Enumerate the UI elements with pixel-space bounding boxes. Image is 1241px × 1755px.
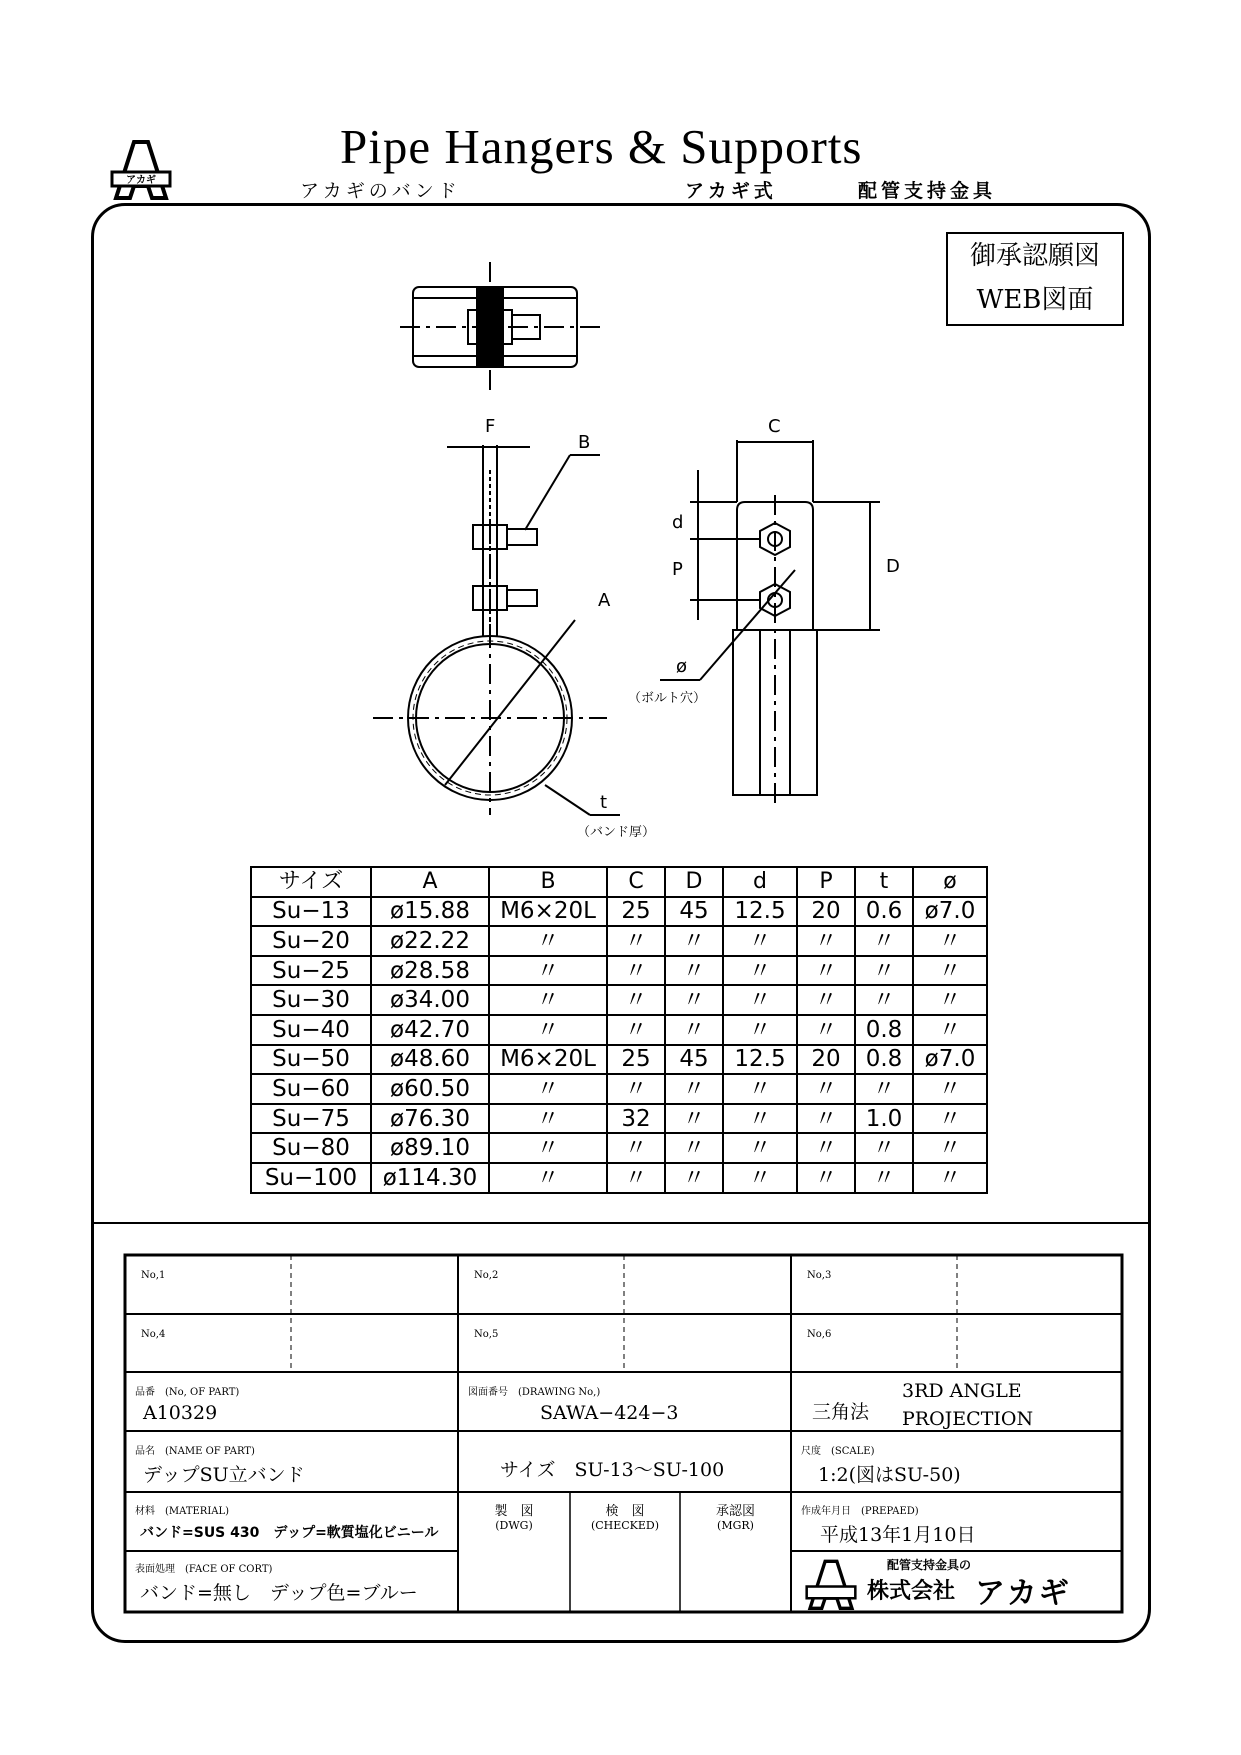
spec-cell: Su−100 [251, 1163, 371, 1193]
spec-header-cell: サイズ [251, 867, 371, 897]
spec-cell: ø28.58 [371, 956, 489, 986]
spec-cell: 〃 [665, 1104, 723, 1134]
spec-cell: ø22.22 [371, 926, 489, 956]
subtitle-right: 配管支持金具 [858, 180, 997, 202]
spec-header-cell: A [371, 867, 489, 897]
part-no-label: 品番 (No, OF PART) [135, 1387, 240, 1398]
spec-cell: 〃 [607, 1133, 665, 1163]
checked-cell [570, 1500, 680, 1532]
spec-cell: 〃 [489, 1074, 607, 1104]
spec-cell: 〃 [665, 1133, 723, 1163]
spec-header-cell: d [723, 867, 797, 897]
stamp-line-2: WEB図面 [976, 285, 1094, 315]
spec-cell: 〃 [607, 1163, 665, 1193]
spec-cell: 〃 [797, 1074, 855, 1104]
spec-cell: Su−80 [251, 1133, 371, 1163]
subtitle-brand: アカギ式 [685, 180, 777, 202]
revision-4: No,4 [141, 1329, 166, 1340]
spec-cell: 〃 [489, 1133, 607, 1163]
dim-label-phi: ø [676, 656, 688, 677]
mgr-cell [680, 1500, 791, 1532]
dwg-en: (DWG) [495, 1519, 533, 1532]
spec-cell: 〃 [855, 956, 913, 986]
spec-cell: 〃 [913, 985, 987, 1015]
spec-cell: M6×20L [489, 1045, 607, 1075]
spec-cell: 20 [797, 1045, 855, 1075]
spec-header-cell: P [797, 867, 855, 897]
spec-cell: 〃 [913, 1104, 987, 1134]
spec-header-cell: C [607, 867, 665, 897]
spec-cell: 0.6 [855, 897, 913, 927]
dwg-jp: 製 図 [494, 1504, 534, 1519]
spec-cell: ø42.70 [371, 1015, 489, 1045]
spec-header-cell: t [855, 867, 913, 897]
spec-cell: 〃 [797, 985, 855, 1015]
spec-cell: Su−25 [251, 956, 371, 986]
spec-cell: 〃 [913, 926, 987, 956]
chk-en: (CHECKED) [590, 1519, 660, 1532]
spec-cell: ø89.10 [371, 1133, 489, 1163]
dim-label-F: F [485, 416, 496, 437]
spec-cell: ø48.60 [371, 1045, 489, 1075]
spec-cell: 〃 [489, 1015, 607, 1045]
spec-cell: 〃 [913, 1015, 987, 1045]
spec-cell: 25 [607, 897, 665, 927]
spec-cell: ø34.00 [371, 985, 489, 1015]
spec-cell: 〃 [723, 1163, 797, 1193]
subtitle-left: アカギのバンド [300, 180, 461, 202]
projection-en-2: PROJECTION [902, 1408, 1034, 1430]
scale-label: 尺度 (SCALE) [801, 1446, 875, 1457]
logo-text: アカギ [126, 175, 156, 186]
dim-label-d: d [672, 512, 684, 533]
spec-cell: ø7.0 [913, 897, 987, 927]
stamp-line-1: 御承認願図 [969, 241, 1100, 271]
part-name: デップSU立バンド [143, 1464, 305, 1486]
spec-cell: 〃 [489, 956, 607, 986]
spec-cell: 〃 [607, 1074, 665, 1104]
spec-cell: Su−13 [251, 897, 371, 927]
spec-cell: 〃 [723, 1015, 797, 1045]
finish: バンド=無し デップ色=ブルー [140, 1582, 418, 1604]
spec-cell: 12.5 [723, 897, 797, 927]
spec-cell: 〃 [797, 1133, 855, 1163]
dim-label-A: A [598, 590, 611, 611]
dim-note-t: （バンド厚） [577, 825, 656, 840]
mgr-en: (MGR) [717, 1519, 754, 1532]
spec-cell: 0.8 [855, 1045, 913, 1075]
spec-cell: 〃 [665, 926, 723, 956]
spec-cell: 〃 [797, 1104, 855, 1134]
spec-cell: 1.0 [855, 1104, 913, 1134]
spec-cell: 〃 [607, 956, 665, 986]
company-brand: アカギ [975, 1576, 1071, 1611]
projection-jp: 三角法 [812, 1401, 870, 1423]
dim-label-B: B [578, 432, 591, 453]
spec-cell: 〃 [723, 956, 797, 986]
spec-cell: 〃 [855, 985, 913, 1015]
spec-cell: 〃 [797, 926, 855, 956]
date: 平成13年1月10日 [820, 1524, 976, 1546]
spec-cell: 〃 [723, 926, 797, 956]
spec-cell: 〃 [607, 926, 665, 956]
spec-cell: Su−60 [251, 1074, 371, 1104]
spec-cell: 〃 [607, 1015, 665, 1045]
chk-jp: 検 図 [605, 1504, 645, 1519]
size-range: サイズ SU-13〜SU-100 [500, 1459, 725, 1481]
spec-cell: 〃 [913, 1133, 987, 1163]
material-label: 材料 (MATERIAL) [135, 1506, 230, 1517]
drawing-no: SAWA−424−3 [540, 1402, 679, 1424]
spec-cell: 〃 [913, 956, 987, 986]
revision-3: No,3 [807, 1270, 832, 1281]
spec-cell: 〃 [723, 1104, 797, 1134]
spec-cell: Su−20 [251, 926, 371, 956]
spec-cell: 0.8 [855, 1015, 913, 1045]
spec-cell: 〃 [665, 1163, 723, 1193]
spec-cell: 〃 [489, 1104, 607, 1134]
spec-cell: ø60.50 [371, 1074, 489, 1104]
spec-cell: M6×20L [489, 897, 607, 927]
spec-cell: 〃 [913, 1074, 987, 1104]
spec-cell: Su−75 [251, 1104, 371, 1134]
dim-label-D: D [886, 556, 900, 577]
spec-cell: 45 [665, 1045, 723, 1075]
spec-cell: 〃 [665, 1074, 723, 1104]
spec-header-cell: B [489, 867, 607, 897]
spec-cell: ø7.0 [913, 1045, 987, 1075]
dwg-cell [458, 1500, 570, 1532]
spec-cell: 〃 [723, 1133, 797, 1163]
spec-cell: 〃 [665, 1015, 723, 1045]
spec-cell: 〃 [855, 1133, 913, 1163]
page-title: Pipe Hangers & Supports [340, 119, 863, 174]
spec-cell: 〃 [797, 1015, 855, 1045]
revision-6: No,6 [807, 1329, 832, 1340]
spec-header-cell: ø [913, 867, 987, 897]
spec-cell: 〃 [797, 956, 855, 986]
company-text: 株式会社 [867, 1579, 956, 1604]
dim-label-P: P [672, 559, 683, 580]
spec-cell: ø15.88 [371, 897, 489, 927]
spec-cell: 〃 [489, 1163, 607, 1193]
company-stamp [797, 1556, 1119, 1610]
dim-label-t: t [600, 792, 608, 813]
finish-label: 表面処理 (FACE OF CORT) [135, 1564, 273, 1575]
part-no: A10329 [143, 1402, 218, 1424]
spec-cell: Su−30 [251, 985, 371, 1015]
spec-cell: 〃 [913, 1163, 987, 1193]
spec-cell: 32 [607, 1104, 665, 1134]
spec-cell: 〃 [489, 985, 607, 1015]
spec-cell: 25 [607, 1045, 665, 1075]
spec-cell: ø76.30 [371, 1104, 489, 1134]
spec-cell: 〃 [723, 1074, 797, 1104]
spec-cell: 〃 [797, 1163, 855, 1193]
spec-cell: 〃 [665, 956, 723, 986]
spec-cell: 〃 [855, 926, 913, 956]
spec-cell: 45 [665, 897, 723, 927]
name-label: 品名 (NAME OF PART) [135, 1446, 255, 1457]
dim-label-C: C [768, 416, 781, 437]
revision-1: No,1 [141, 1270, 166, 1281]
spec-cell: Su−40 [251, 1015, 371, 1045]
drawing-no-label: 図面番号 (DRAWING No,) [468, 1387, 601, 1398]
dim-note-phi: （ボルト穴） [628, 691, 707, 706]
spec-header-cell: D [665, 867, 723, 897]
spec-cell: 20 [797, 897, 855, 927]
spec-cell: 〃 [723, 985, 797, 1015]
projection-en-1: 3RD ANGLE [902, 1380, 1022, 1402]
spec-cell: 〃 [607, 985, 665, 1015]
mgr-jp: 承認図 [715, 1504, 755, 1519]
revision-2: No,2 [474, 1270, 499, 1281]
material: バンド=SUS 430 デップ=軟質塩化ビニール [140, 1525, 439, 1541]
company-stamp-logo [803, 1558, 859, 1610]
spec-cell: 〃 [665, 985, 723, 1015]
scale: 1:2(図はSU-50) [818, 1464, 961, 1486]
spec-cell: ø114.30 [371, 1163, 489, 1193]
spec-cell: 〃 [489, 926, 607, 956]
spec-cell: Su−50 [251, 1045, 371, 1075]
revision-5: No,5 [474, 1329, 499, 1340]
spec-cell: 〃 [855, 1074, 913, 1104]
date-label: 作成年月日 (PREPAED) [801, 1506, 919, 1517]
company-top-text: 配管支持金具の [887, 1558, 972, 1572]
spec-cell: 12.5 [723, 1045, 797, 1075]
spec-cell: 〃 [855, 1163, 913, 1193]
